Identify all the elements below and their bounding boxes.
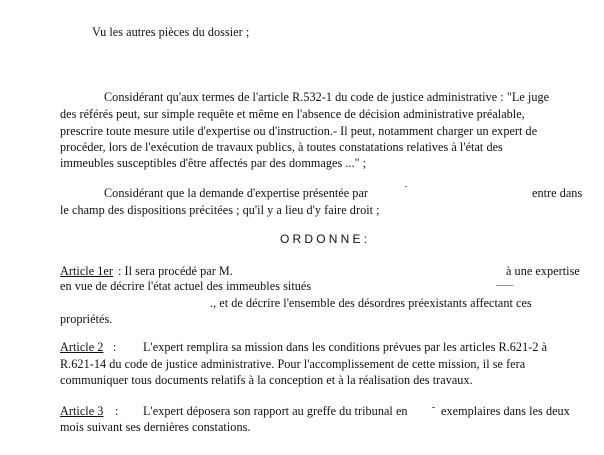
ordonne-heading: ORDONNE: [280, 232, 371, 246]
article-2-line-2: R.621-14 du code de justice administrative. Pour l'accomplissement de cette mission, il se fera [60, 357, 526, 371]
article-2-line-1a: : [113, 340, 117, 354]
article-1-label: Article 1er [60, 264, 113, 278]
article-3-label: Article 3 [60, 404, 104, 418]
article-3-line-1a: : [115, 404, 119, 418]
article-1-line-1a: : Il sera procédé par M. [118, 264, 233, 278]
article-1-line-2: en vue de décrire l'état actuel des immeubles situés [60, 279, 312, 293]
article-1-line-1b: à une expertise [506, 264, 580, 278]
considerant-1-line-5: immeubles susceptibles d'être affectés par des dommages ..." ; [60, 156, 367, 170]
considerant-1-line-2: des référés peut, sur simple requête et même en l'absence de décision administrative préalable, [60, 107, 525, 121]
article-2-label: Article 2 [60, 340, 104, 354]
article-3-line-2: mois suivant ses dernières constations. [60, 420, 251, 434]
scan-speck [405, 186, 407, 187]
considerant-2-line-1a: Considérant que la demande d'expertise présentée par [104, 186, 369, 200]
considerant-1-line-1: Considérant qu'aux termes de l'article R.532-1 du code de justice administrative : "Le juge [104, 90, 550, 104]
article-3-line-1c: exemplaires dans les deux [441, 404, 570, 418]
article-2-line-1b: L'expert remplira sa mission dans les conditions prévues par les articles R.621-2 à [143, 340, 548, 354]
considerant-2-line-2: le champ des dispositions précitées ; qu'il y a lieu d'y faire droit ; [60, 203, 380, 217]
article-3-line-1b: L'expert déposera son rapport au greffe du tribunal en [143, 404, 408, 418]
article-1-line-3: ., et de décrire l'ensemble des désordres préexistants affectant ces [210, 296, 532, 310]
article-2-line-3: communiquer tous documents relatifs à la conception et à la réalisation des travaux. [60, 373, 473, 387]
scan-speck [496, 285, 514, 286]
considerant-2-line-1b: entre dans [532, 186, 583, 200]
considerant-1-line-3: prescrire toute mesure utile d'expertise ou d'instruction.- Il peut, notamment charger un expert de [60, 124, 538, 138]
considerant-1-line-4: procéder, lors de l'exécution de travaux publics, à toutes constatations relatives à l'état des [60, 140, 503, 154]
visas-line: Vu les autres pièces du dossier ; [92, 25, 250, 39]
article-1-line-4: propriétés. [60, 312, 113, 326]
scan-speck [432, 407, 435, 408]
